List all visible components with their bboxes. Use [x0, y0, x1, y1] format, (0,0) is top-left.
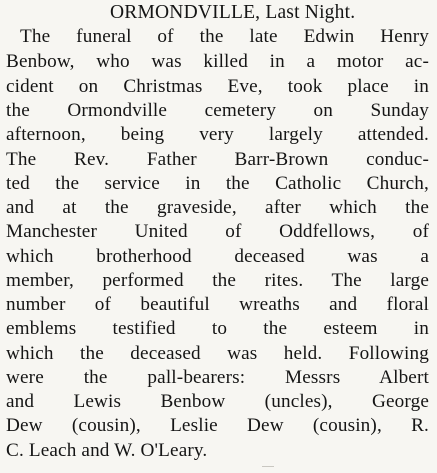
- article-line: The Rev. Father Barr-Brown conduc-: [6, 149, 429, 170]
- article-line: Manchester United of Oddfellows, of: [6, 221, 429, 242]
- article-line: Benbow, who was killed in a motor ac-: [6, 51, 429, 72]
- article-line: which the deceased was held. Following: [6, 343, 429, 364]
- article-line: afternoon, being very largely attended.: [6, 124, 429, 145]
- article-line: The funeral of the late Edwin Henry: [20, 26, 429, 47]
- print-speck: [262, 466, 274, 467]
- dateline: ORMONDVILLE, Last Night.: [110, 2, 356, 23]
- article-line: ted the service in the Catholic Church,: [6, 173, 429, 194]
- article-line: the Ormondville cemetery on Sunday: [6, 100, 429, 121]
- article-line: and at the graveside, after which the: [6, 197, 429, 218]
- article-line: member, performed the rites. The large: [6, 270, 429, 291]
- article-line: were the pall-bearers: Messrs Albert: [6, 367, 429, 388]
- article-line: C. Leach and W. O'Leary.: [6, 440, 208, 461]
- article-line: cident on Christmas Eve, took place in: [6, 76, 429, 97]
- article-line: number of beautiful wreaths and floral: [6, 294, 429, 315]
- article-line: emblems testified to the esteem in: [6, 318, 429, 339]
- article-line: and Lewis Benbow (uncles), George: [6, 391, 429, 412]
- article-line: Dew (cousin), Leslie Dew (cousin), R.: [6, 415, 429, 436]
- article-line: which brotherhood deceased was a: [6, 246, 429, 267]
